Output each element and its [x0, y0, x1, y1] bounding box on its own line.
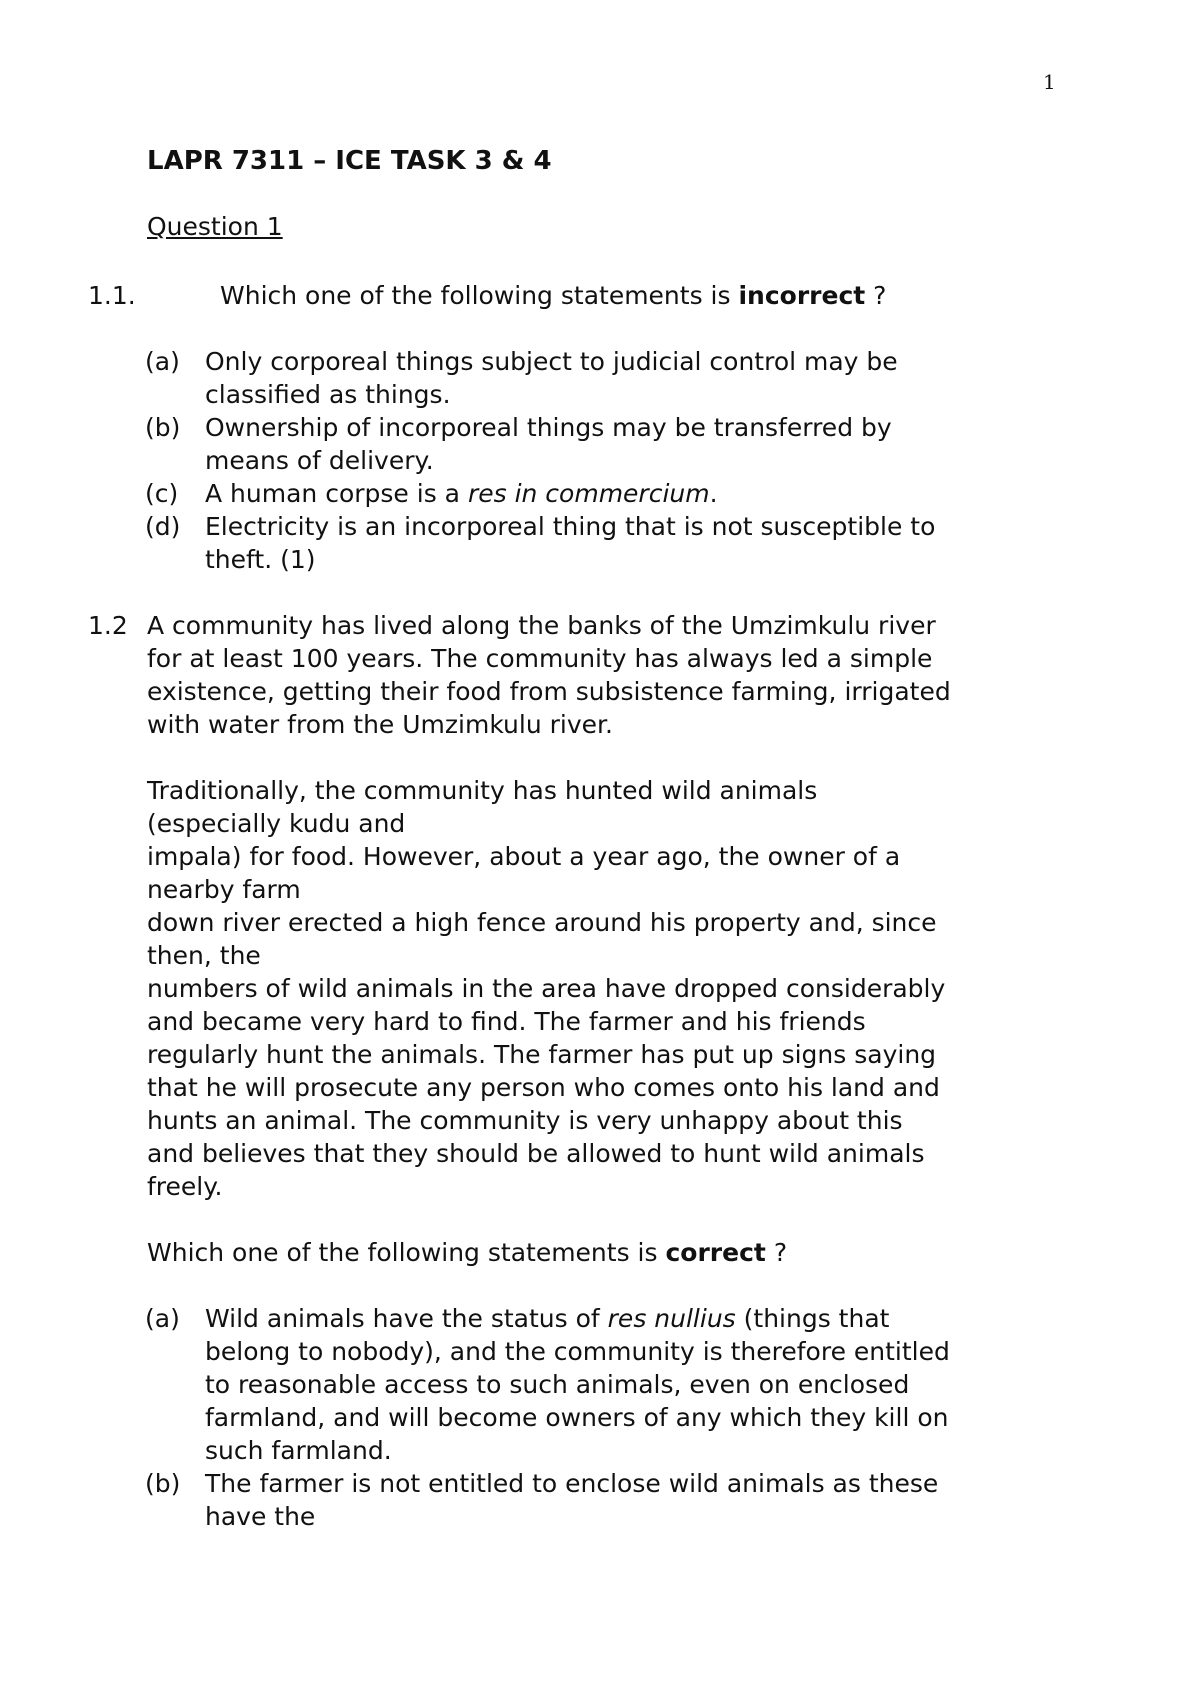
option-line: have the [205, 1502, 316, 1531]
option-italic-term: res nullius [607, 1304, 736, 1333]
option-d-text [205, 510, 935, 576]
question-number-1-1: 1.1. [88, 281, 136, 310]
option-line: to reasonable access to such animals, even on enclosed [205, 1370, 910, 1399]
option-line: belong to nobody), and the community is therefore entitled [205, 1337, 950, 1366]
document-title: LAPR 7311 – ICE TASK 3 & 4 [147, 146, 552, 176]
option-line: The farmer is not entitled to enclose wild animals as these [205, 1469, 939, 1498]
paragraph-line: regularly hunt the animals. The farmer has put up signs saying [147, 1040, 937, 1069]
option-a-text [205, 345, 898, 411]
option-label-d: (d) [145, 512, 181, 541]
option-line [205, 1302, 950, 1335]
question-1-1-stem [220, 279, 886, 312]
option-italic-term: res in commercium [467, 479, 710, 508]
stem-end: ? [865, 281, 887, 310]
option-line: Only corporeal things subject to judicial control may be [205, 347, 898, 376]
scenario-paragraph-1 [147, 609, 951, 741]
option-line: classified as things. [205, 380, 451, 409]
paragraph-line: freely. [147, 1172, 223, 1201]
paragraph-line: (especially kudu and [147, 809, 406, 838]
paragraph-line: then, the [147, 941, 261, 970]
option-line [205, 477, 718, 510]
option-line: Ownership of incorporeal things may be transferred by [205, 413, 892, 442]
option-line: theft. (1) [205, 545, 316, 574]
question-number-1-2: 1.2 [88, 611, 128, 640]
stem-emphasis: correct [665, 1238, 766, 1267]
paragraph-line: for at least 100 years. The community has always led a simple [147, 644, 933, 673]
option-line: Electricity is an incorporeal thing that is not susceptible to [205, 512, 936, 541]
option-label-a: (a) [145, 1304, 180, 1333]
paragraph-line: down river erected a high fence around his property and, since [147, 908, 937, 937]
paragraph-line: A community has lived along the banks of the Umzimkulu river [147, 611, 936, 640]
option-text: Wild animals have the status of [205, 1304, 608, 1333]
option-label-c: (c) [145, 479, 179, 508]
option-text: A human corpse is a [205, 479, 468, 508]
option-b-text [205, 411, 892, 477]
paragraph-line: impala) for food. However, about a year ago, the owner of a [147, 842, 901, 871]
paragraph-line: Traditionally, the community has hunted wild animals [147, 776, 818, 805]
stem-text: Which one of the following statements is [220, 281, 739, 310]
paragraph-line: hunts an animal. The community is very unhappy about this [147, 1106, 903, 1135]
option-label-b: (b) [145, 1469, 181, 1498]
paragraph-line: and believes that they should be allowed to hunt wild animals [147, 1139, 925, 1168]
stem-text: Which one of the following statements is [147, 1238, 666, 1267]
option-label-b: (b) [145, 413, 181, 442]
stem-emphasis: incorrect [738, 281, 866, 310]
option-line: means of delivery. [205, 446, 434, 475]
page-number: 1 [1043, 70, 1056, 94]
question-heading: Question 1 [147, 212, 283, 241]
paragraph-line: existence, getting their food from subsistence farming, irrigated [147, 677, 951, 706]
option-a-text [205, 1302, 950, 1467]
scenario-paragraph-2 [147, 774, 945, 1203]
question-1-2-stem [147, 1236, 787, 1269]
option-text-end: (things that [735, 1304, 890, 1333]
option-text-end: . [709, 479, 718, 508]
paragraph-line: and became very hard to find. The farmer and his friends [147, 1007, 866, 1036]
option-line: farmland, and will become owners of any which they kill on [205, 1403, 949, 1432]
option-label-a: (a) [145, 347, 180, 376]
paragraph-line: numbers of wild animals in the area have dropped considerably [147, 974, 946, 1003]
option-c-text [205, 477, 718, 510]
stem-end: ? [765, 1238, 788, 1267]
option-b-text [205, 1467, 938, 1533]
paragraph-line: nearby farm [147, 875, 301, 904]
paragraph-line: that he will prosecute any person who comes onto his land and [147, 1073, 940, 1102]
option-line: such farmland. [205, 1436, 392, 1465]
paragraph-line: with water from the Umzimkulu river. [147, 710, 613, 739]
